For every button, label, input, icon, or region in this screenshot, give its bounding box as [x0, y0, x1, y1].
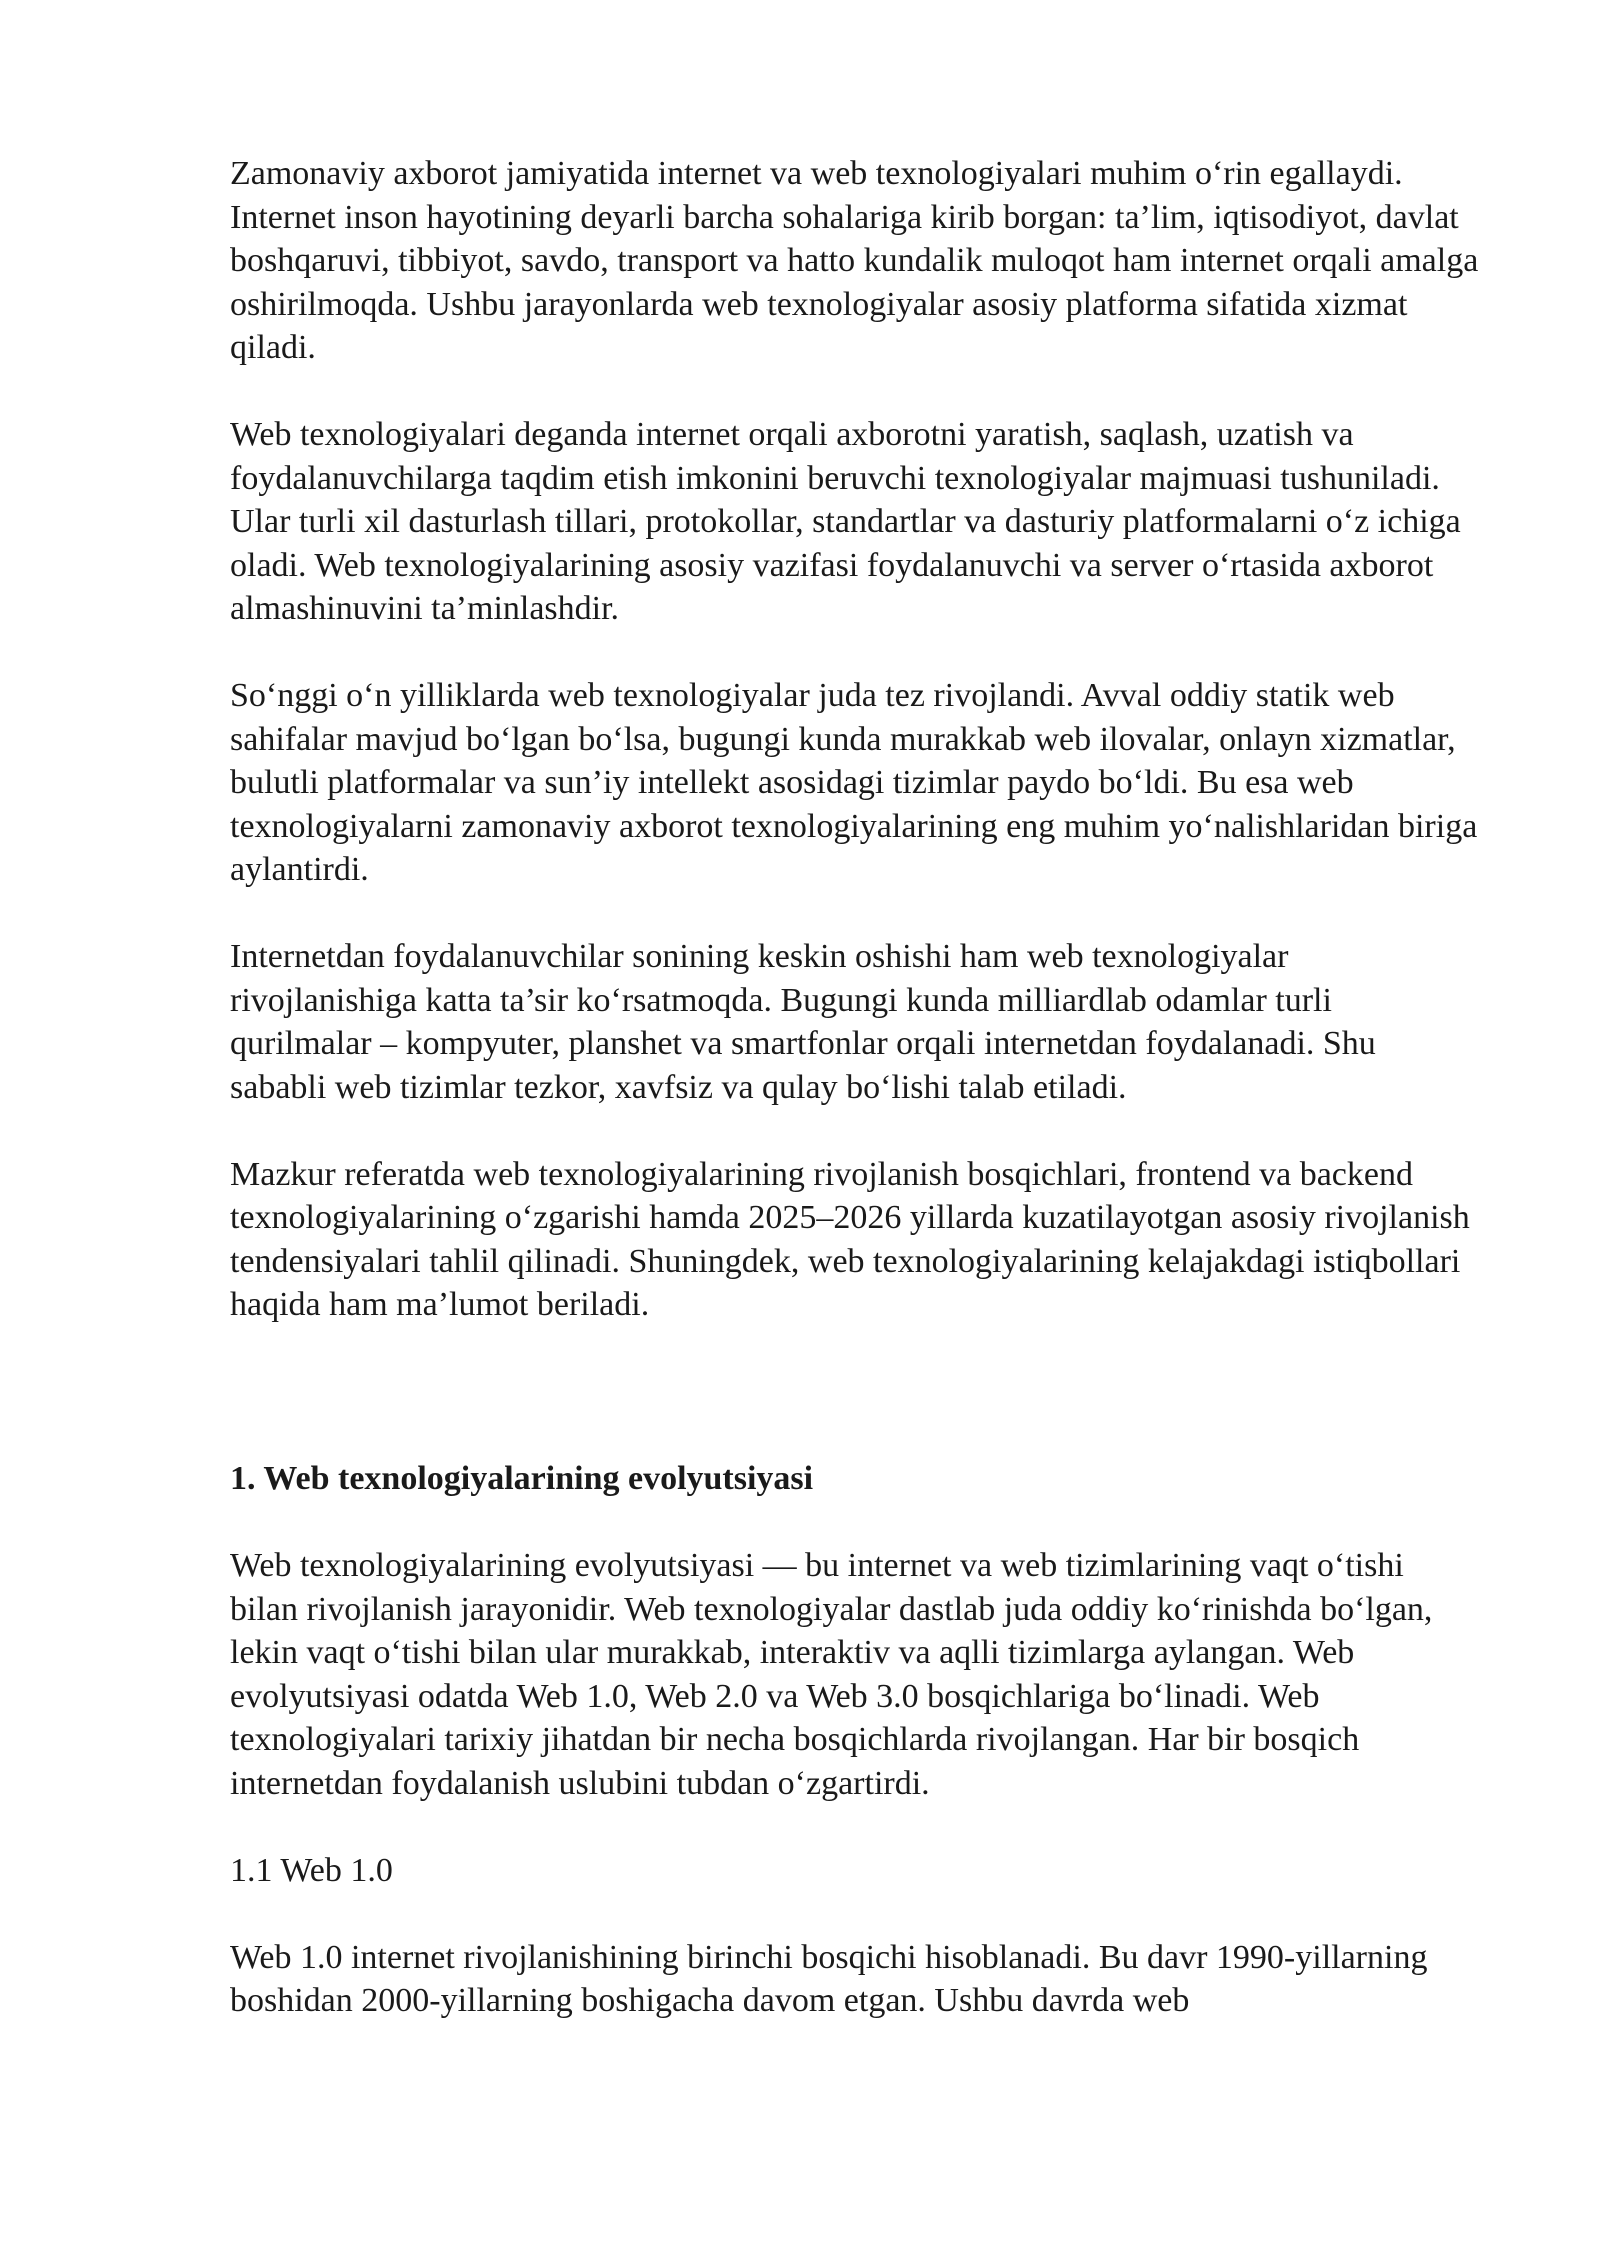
subsection-heading: 1.1 Web 1.0	[230, 1851, 393, 1889]
subsection-paragraph: Web 1.0 internet rivojlanishining birinchi bosqichi hisoblanadi. Bu davr 1990-yillarning boshidan 2000-yillarning boshigacha davom etgan. Ushbu davrda web	[230, 1938, 1428, 2019]
intro-paragraph-4: Internetdan foydalanuvchilar sonining keskin oshishi ham web texnologiyalar rivojlanishiga katta ta’sir ko‘rsatmoqda. Bugungi kunda milliardlab odamlar turli qurilmalar – kompyuter, planshet va smartfonlar orqali internetdan foydalanadi. Shu sababli web tizimlar tezkor, xavfsiz va qulay bo‘lishi talab etiladi.	[230, 938, 1376, 1106]
intro-paragraph-3: So‘nggi o‘n yilliklarda web texnologiyalar juda tez rivojlandi. Avval oddiy statik web sahifalar mavjud bo‘lgan bo‘lsa, bugungi kunda murakkab web ilovalar, onlayn xizmatlar, bulutli platformalar va sun’iy intellekt asosidagi tizimlar paydo bo‘ldi. Bu esa web texnologiyalarni zamonaviy axborot texnologiyalarining eng muhim yo‘nalishlaridan biriga aylantirdi.	[230, 677, 1478, 888]
section-spacer	[230, 1370, 1480, 1457]
intro-paragraph-5: Mazkur referatda web texnologiyalarining rivojlanish bosqichlari, frontend va backend texnologiyalarining o‘zgarishi hamda 2025–2026 yillarda kuzatilayotgan asosiy rivojlanish tendensiyalari tahlil qilinadi. Shuningdek, web texnologiyalarining kelajakdagi istiqbollari haqida ham ma’lumot beriladi.	[230, 1155, 1470, 1323]
intro-paragraph-2: Web texnologiyalari deganda internet orqali axborotni yaratish, saqlash, uzatish va foydalanuvchilarga taqdim etish imkonini beruvchi texnologiyalar majmuasi tushuniladi. Ular turli xil dasturlash tillari, protokollar, standartlar va dasturiy platformalarni o‘z ichiga oladi. Web texnologiyalarining asosiy vazifasi foydalanuvchi va server o‘rtasida axborot almashinuvini ta’minlashdir.	[230, 416, 1461, 627]
document-body	[230, 152, 1480, 2066]
section-paragraph: Web texnologiyalarining evolyutsiyasi — bu internet va web tizimlarining vaqt o‘tishi bilan rivojlanish jarayonidir. Web texnologiyalar dastlab juda oddiy ko‘rinishda bo‘lgan, lekin vaqt o‘tishi bilan ular murakkab, interaktiv va aqlli tizimlarga aylangan. Web evolyutsiyasi odatda Web 1.0, Web 2.0 va Web 3.0 bosqichlariga bo‘linadi. Web texnologiyalari tarixiy jihatdan bir necha bosqichlarda rivojlangan. Har bir bosqich internetdan foydalanish uslubini tubdan o‘zgartirdi.	[230, 1547, 1433, 1802]
section-heading: 1. Web texnologiyalarining evolyutsiyasi	[230, 1460, 814, 1497]
intro-paragraph-1: Zamonaviy axborot jamiyatida internet va web texnologiyalari muhim o‘rin egallaydi. Internet inson hayotining deyarli barcha sohalariga kirib borgan: ta’lim, iqtisodiyot, davlat boshqaruvi, tibbiyot, savdo, transport va hatto kundalik muloqot ham internet orqali amalga oshirilmoqda. Ushbu jarayonlarda web texnologiyalar asosiy platforma sifatida xizmat qiladi.	[230, 155, 1479, 366]
